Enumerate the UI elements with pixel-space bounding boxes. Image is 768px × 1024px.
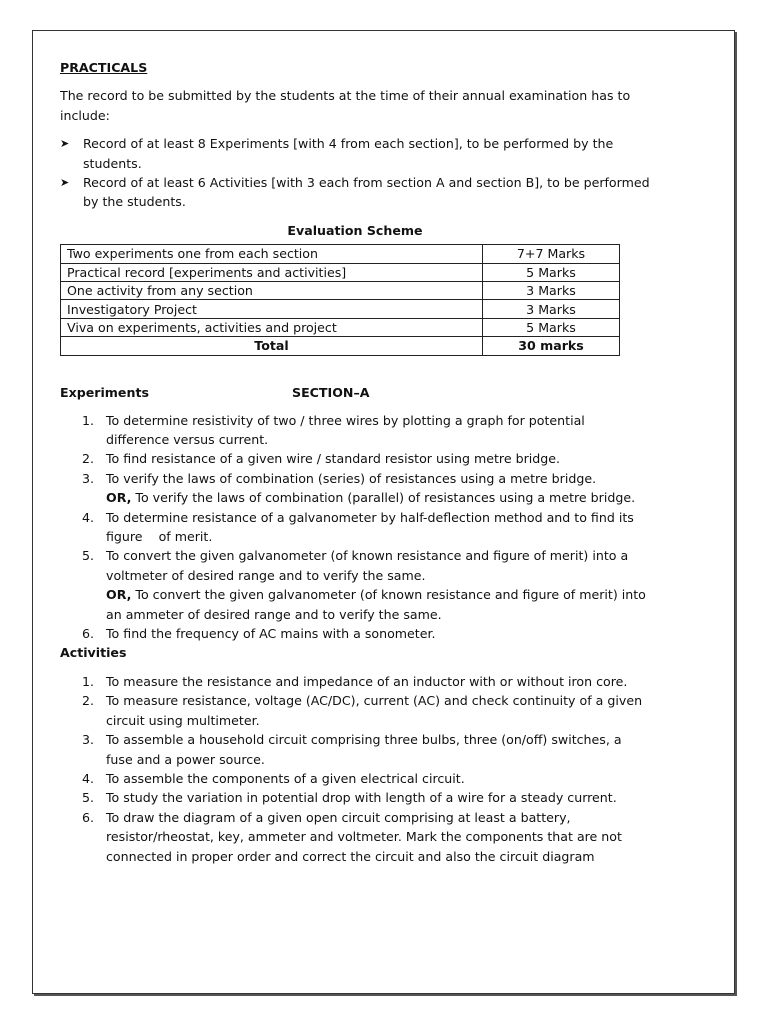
table-row xyxy=(61,300,620,318)
item-text: To verify the laws of combination (series) of resistances using a metre bridge. xyxy=(106,470,597,486)
activities-heading: Activities xyxy=(60,645,127,661)
item-text: To measure resistance, voltage (AC/DC), current (AC) and check continuity of a given circuit using multimeter. xyxy=(106,693,643,728)
total-label: Total xyxy=(61,337,483,355)
item-number: 2. xyxy=(82,451,95,467)
list-item xyxy=(60,411,650,450)
or-label: OR, xyxy=(106,490,132,506)
total-row xyxy=(61,337,620,355)
item-text: To draw the diagram of a given open circuit comprising at least a battery, resistor/rheostat, key, ammeter and voltmeter. Mark the components that are not connected in proper order and correct the circuit and also the circuit diagram xyxy=(106,809,622,864)
item-number: 6. xyxy=(82,809,95,825)
arrow-bullet-icon: ➤ xyxy=(60,176,70,190)
bullet-text: Record of at least 6 Activities [with 3 each from section A and section B], to be performed by the students. xyxy=(83,175,650,210)
experiments-heading xyxy=(60,383,650,402)
item-text: To convert the given galvanometer (of known resistance and figure of merit) into a voltmeter of desired range and to verify the same. xyxy=(106,548,629,583)
list-item xyxy=(60,769,650,788)
item-text: To study the variation in potential drop with length of a wire for a steady current. xyxy=(106,790,617,806)
table-cell: 5 Marks xyxy=(483,263,620,281)
list-item xyxy=(60,134,650,173)
record-requirements-list xyxy=(60,134,650,212)
table-cell: Two experiments one from each section xyxy=(61,245,483,263)
table-row xyxy=(61,282,620,300)
bullet-text: Record of at least 8 Experiments [with 4 from each section], to be performed by the students. xyxy=(83,136,614,171)
activities-list xyxy=(60,672,650,866)
item-text: To find the frequency of AC mains with a sonometer. xyxy=(106,626,436,642)
table-row xyxy=(61,245,620,263)
practicals-heading: PRACTICALS xyxy=(60,60,148,75)
list-item xyxy=(60,469,650,508)
list-item xyxy=(60,508,650,547)
item-number: 3. xyxy=(82,732,95,748)
item-number: 2. xyxy=(82,693,95,709)
or-label: OR, xyxy=(106,587,132,603)
item-number: 5. xyxy=(82,790,95,806)
item-text: To assemble the components of a given electrical circuit. xyxy=(106,770,465,786)
arrow-bullet-icon: ➤ xyxy=(60,137,70,151)
section-a-label: SECTION–A xyxy=(292,384,370,400)
table-cell: 5 Marks xyxy=(483,318,620,336)
table-cell: 7+7 Marks xyxy=(483,245,620,263)
list-item xyxy=(60,624,650,643)
item-number: 4. xyxy=(82,509,95,525)
table-cell: 3 Marks xyxy=(483,300,620,318)
list-item xyxy=(60,730,650,769)
intro-paragraph: The record to be submitted by the students at the time of their annual examination has to include: xyxy=(60,88,631,123)
item-text: To determine resistance of a galvanometer by half-deflection method and to find its figure of merit. xyxy=(106,509,638,545)
table-cell: Investigatory Project xyxy=(61,300,483,318)
item-number: 6. xyxy=(82,626,95,642)
table-row xyxy=(61,263,620,281)
table-cell: One activity from any section xyxy=(61,282,483,300)
or-text: To convert the given galvanometer (of known resistance and figure of merit) into an ammeter of desired range and to verify the same. xyxy=(106,587,646,622)
list-item xyxy=(60,449,650,468)
item-number: 3. xyxy=(82,470,95,486)
evaluation-scheme-title: Evaluation Scheme xyxy=(287,222,423,238)
evaluation-table xyxy=(60,244,620,355)
total-marks: 30 marks xyxy=(483,337,620,355)
list-item xyxy=(60,173,650,212)
list-item xyxy=(60,546,650,624)
item-text: To find resistance of a given wire / standard resistor using metre bridge. xyxy=(106,451,560,467)
experiments-label: Experiments xyxy=(60,384,149,400)
document-body xyxy=(60,58,650,866)
list-item xyxy=(60,788,650,807)
item-number: 1. xyxy=(82,673,95,689)
list-item xyxy=(60,808,650,866)
item-text: To measure the resistance and impedance of an inductor with or without iron core. xyxy=(106,673,628,689)
table-cell: Viva on experiments, activities and project xyxy=(61,318,483,336)
item-text: To assemble a household circuit comprising three bulbs, three (on/off) switches, a fuse and a power source. xyxy=(106,732,622,767)
table-cell: 3 Marks xyxy=(483,282,620,300)
experiments-list xyxy=(60,411,650,644)
table-row xyxy=(61,318,620,336)
item-number: 4. xyxy=(82,770,95,786)
item-number: 5. xyxy=(82,548,95,564)
item-text: To determine resistivity of two / three wires by plotting a graph for potential difference versus current. xyxy=(106,412,585,447)
list-item xyxy=(60,691,650,730)
item-number: 1. xyxy=(82,412,95,428)
table-cell: Practical record [experiments and activities] xyxy=(61,263,483,281)
or-text: To verify the laws of combination (parallel) of resistances using a metre bridge. xyxy=(131,490,636,506)
list-item xyxy=(60,672,650,691)
